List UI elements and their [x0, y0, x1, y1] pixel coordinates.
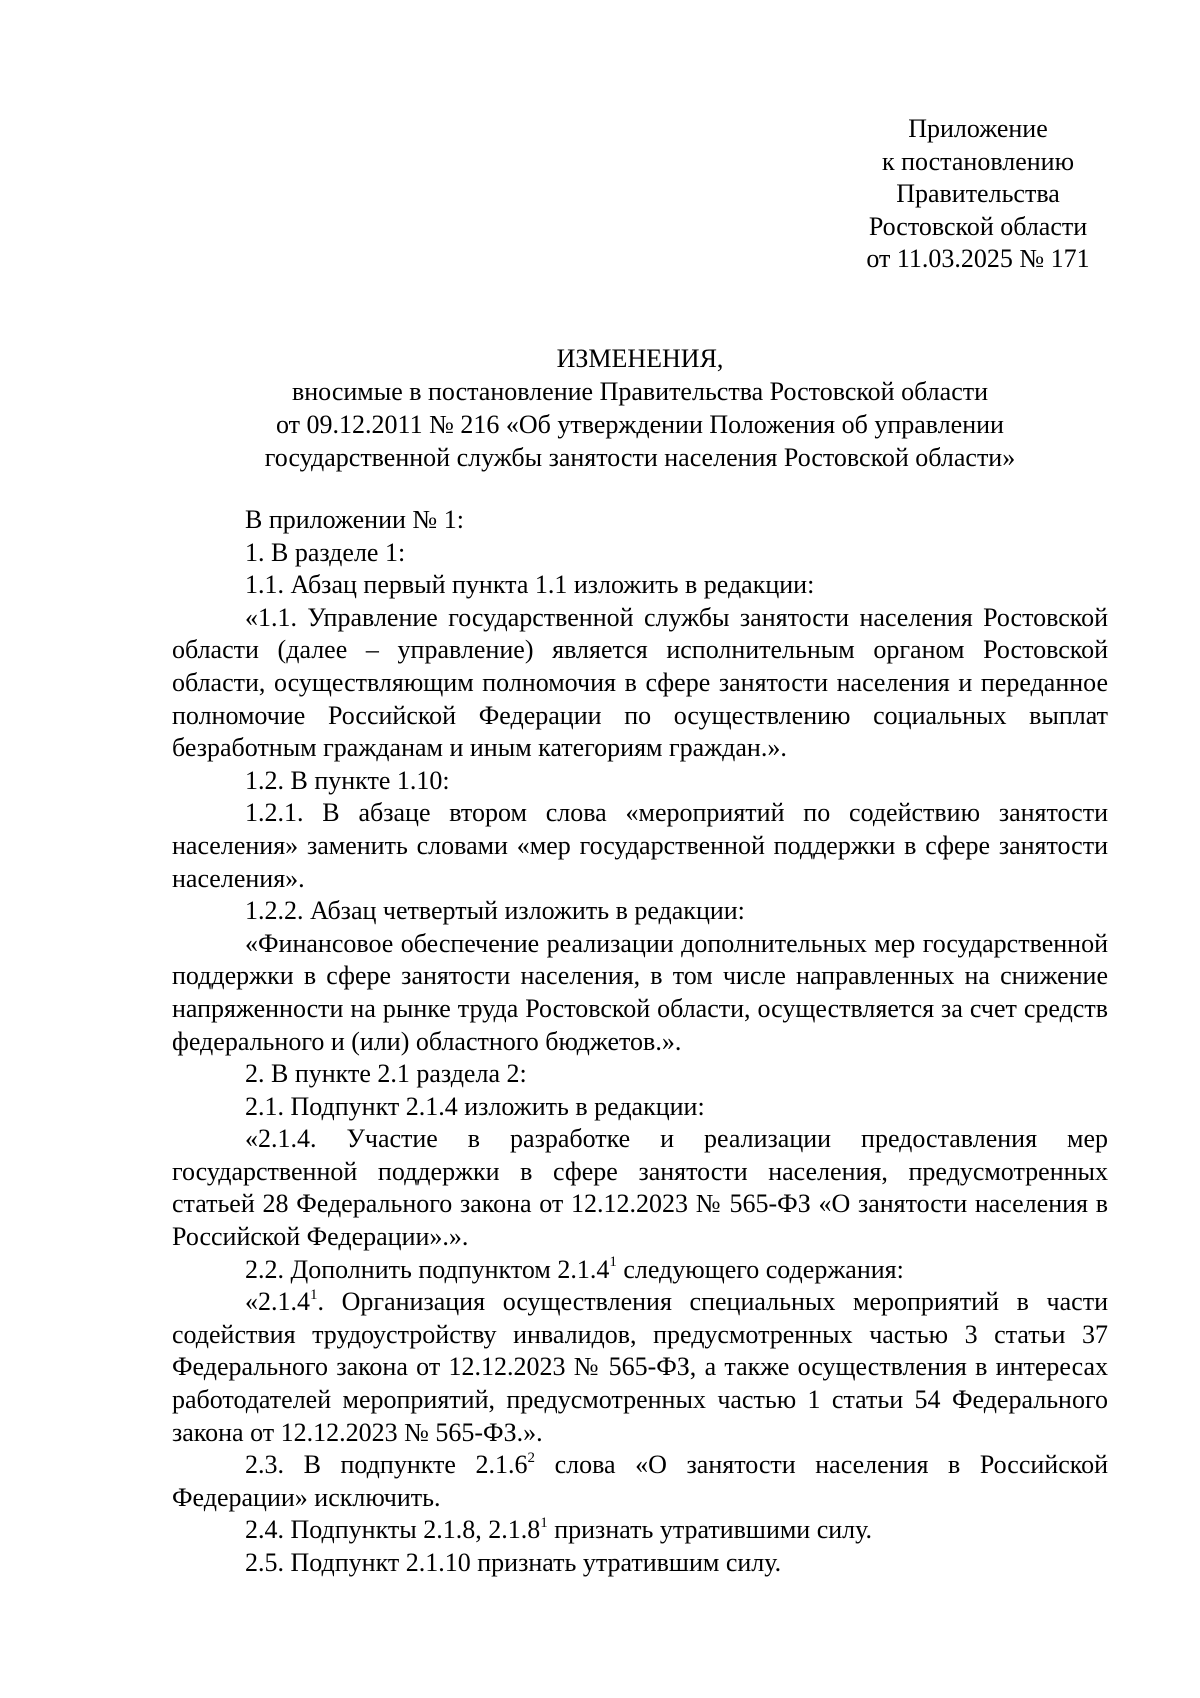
title-line: вносимые в постановление Правительства Ростовской области	[291, 377, 989, 406]
paragraph: 2.5. Подпункт 2.1.10 признать утратившим силу.	[245, 1548, 782, 1577]
paragraph: «1.1. Управление государственной службы занятости населения Ростовской области (далее – управление) является исполнительным органом Ростовской области, осуществляющим полномочия в сфере занятости населения и переданное полномочие Российской Федерации по осуществлению социальных выплат безработным гражданам и иным категориям граждан.».	[172, 602, 1108, 763]
title-heading: ИЗМЕНЕНИЯ,	[556, 344, 724, 373]
paragraph	[172, 1254, 1108, 1287]
paragraph: 2. В пункте 2.1 раздела 2:	[245, 1059, 527, 1089]
paragraph: «Финансовое обеспечение реализации дополнительных мер государственной поддержки в сфере занятости населения, в том числе направленных на снижение напряженности на рынке труда Ростовской области, осуществляется за счет средств федерального и (или) областного бюджетов.».	[172, 928, 1108, 1056]
paragraph-text: 2.2. Дополнить подпунктом 2.1.4	[245, 1254, 610, 1284]
paragraph-text: 2.3. В подпункте 2.1.6	[245, 1450, 528, 1480]
approval-line: Правительства	[896, 179, 1060, 208]
paragraph-text: «2.1.4	[245, 1287, 310, 1317]
paragraph: 2.1. Подпункт 2.1.4 изложить в редакции:	[245, 1091, 705, 1121]
title-line: государственной службы занятости населения Ростовской области»	[264, 443, 1016, 472]
superscript: 1	[310, 1286, 318, 1303]
paragraph-text: 2.4. Подпункты 2.1.8, 2.1.8	[245, 1515, 541, 1545]
paragraph	[172, 1449, 1108, 1514]
superscript: 1	[540, 1514, 548, 1531]
paragraph-text: признать утратившими силу.	[547, 1515, 873, 1545]
title-line: от 09.12.2011 № 216 «Об утверждении Положения об управлении	[276, 410, 1004, 439]
paragraph: 1.1. Абзац первый пункта 1.1 изложить в редакции:	[245, 570, 815, 600]
approval-line: от 11.03.2025 № 171	[866, 244, 1090, 273]
approval-line: Ростовской области	[868, 211, 1088, 241]
paragraph	[172, 1514, 1108, 1547]
paragraph: 1.2.2. Абзац четвертый изложить в редакции:	[245, 896, 745, 926]
paragraph: 1. В разделе 1:	[245, 537, 406, 567]
paragraph: 1.2. В пункте 1.10:	[245, 765, 450, 795]
paragraph: «2.1.4. Участие в разработке и реализации предоставления мер государственной поддержки в сфере занятости населения, предусмотренных статьей 28 Федерального закона от 12.12.2023 № 565-ФЗ «О занятости населения в Российской Федерации».».	[172, 1124, 1108, 1252]
superscript: 2	[527, 1449, 535, 1466]
paragraph	[172, 1286, 1108, 1449]
approval-line: Приложение	[908, 114, 1048, 143]
paragraph-text: следующего содержания:	[616, 1254, 904, 1284]
document-body	[172, 504, 1108, 1580]
paragraph: В приложении № 1:	[245, 505, 464, 534]
paragraph-text: слова «О занятости населения в Российской Федерации» исключить.	[172, 1450, 1108, 1512]
approval-stamp	[848, 113, 1108, 276]
superscript: 1	[609, 1254, 617, 1270]
document-title	[170, 342, 1110, 474]
paragraph: 1.2.1. В абзаце втором слова «мероприятий по содействию занятости населения» заменить словами «мер государственной поддержки в сфере занятости населения».	[172, 798, 1108, 893]
approval-line: к постановлению	[881, 146, 1075, 176]
paragraph-text: . Организация осуществления специальных мероприятий в части содействия трудоустройству инвалидов, предусмотренных частью 3 статьи 37 Федерального закона от 12.12.2023 № 565-ФЗ, а также осуществления в интересах работодателей мероприятий, предусмотренных частью 1 статьи 54 Федерального закона от 12.12.2023 № 565-ФЗ.».	[172, 1287, 1108, 1447]
